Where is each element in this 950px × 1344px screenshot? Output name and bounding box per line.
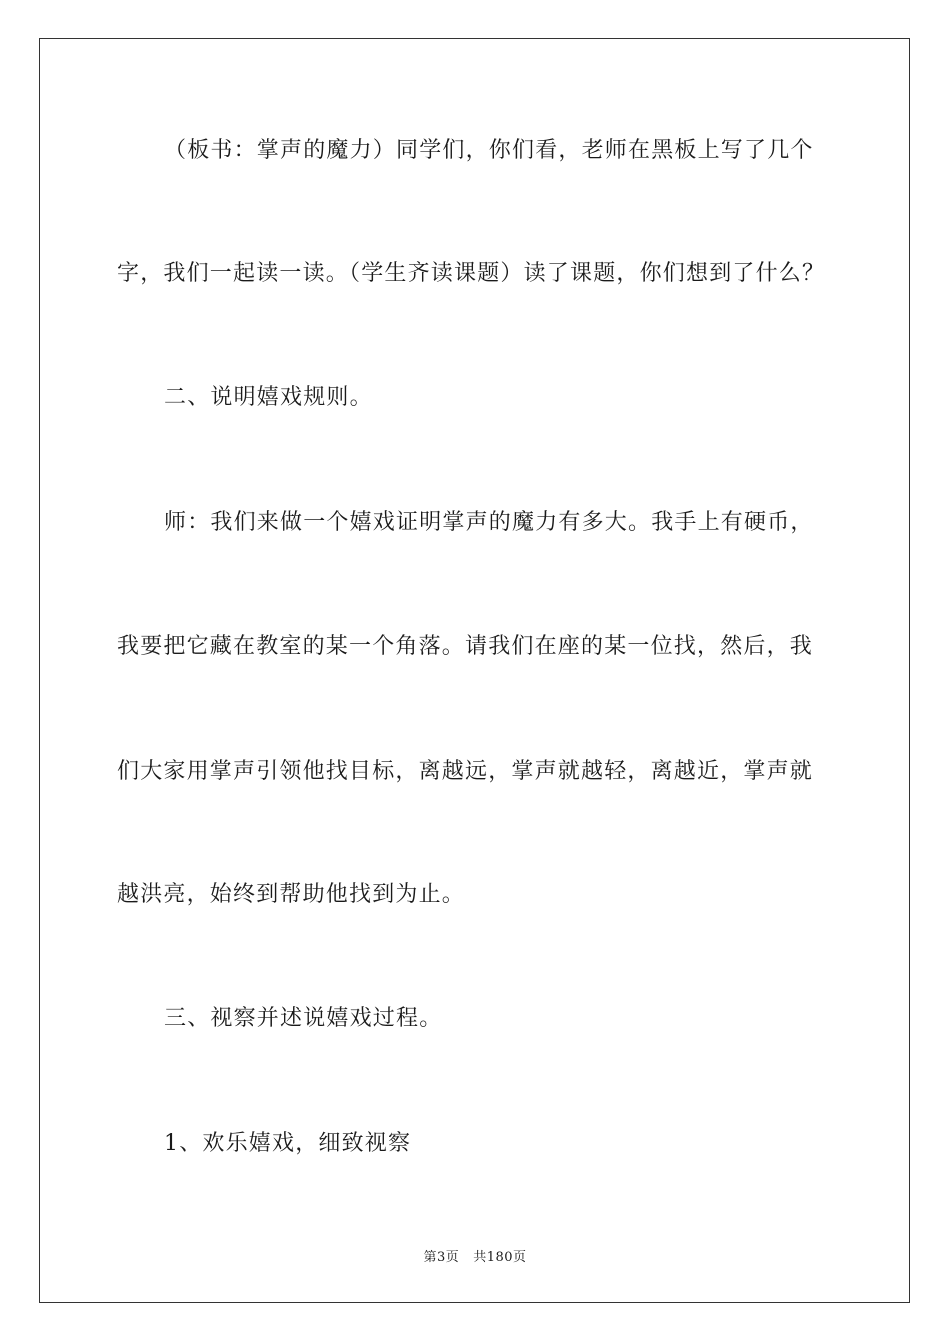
paragraph-line-6: 越洪亮，始终到帮助他找到为止。 xyxy=(117,882,466,907)
total-pages: 共180页 xyxy=(473,1250,527,1265)
section-heading-observe: 三、视察并述说嬉戏过程。 xyxy=(164,1006,443,1031)
page-number: 第3页 xyxy=(423,1250,460,1265)
paragraph-line-4: 我要把它藏在教室的某一个角落。请我们在座的某一位找，然后，我 xyxy=(117,634,814,659)
paragraph-line-5: 们大家用掌声引领他找目标，离越远，掌声就越轻，离越近，掌声就 xyxy=(117,759,814,784)
subsection-heading: 1、欢乐嬉戏，细致视察 xyxy=(164,1131,412,1156)
page-border xyxy=(39,38,910,1303)
section-heading-rules: 二、说明嬉戏规则。 xyxy=(164,385,373,410)
page-footer xyxy=(0,1249,950,1267)
paragraph-line-3: 师：我们来做一个嬉戏证明掌声的魔力有多大。我手上有硬币， xyxy=(164,510,814,535)
paragraph-line-2: 字，我们一起读一读。（学生齐读课题）读了课题，你们想到了什么？ xyxy=(117,261,826,286)
paragraph-line-1: （板书：掌声的魔力）同学们，你们看，老师在黑板上写了几个 xyxy=(164,138,814,163)
